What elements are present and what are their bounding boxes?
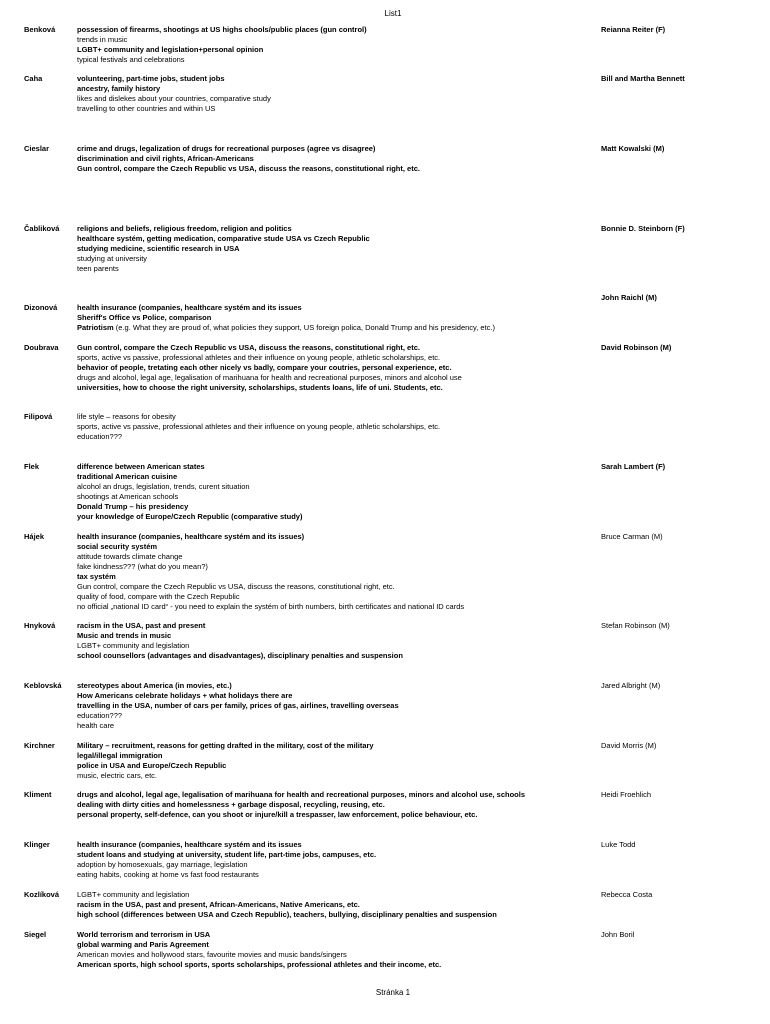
- host-contact: Bruce Carman (M): [601, 532, 663, 541]
- topic-item: travelling in the USA, number of cars per family, prices of gas, airlines, travelling overseas: [77, 701, 399, 710]
- host-contact: Reianna Reiter (F): [601, 25, 666, 34]
- topic-item: How Americans celebrate holidays + what holidays there are: [77, 691, 293, 700]
- topic-item: Sheriff's Office vs Police, comparison: [77, 313, 212, 322]
- host-contact: Rebecca Costa: [601, 890, 653, 899]
- topic-item: education???: [77, 711, 123, 720]
- host-contact: David Robinson (M): [601, 343, 672, 352]
- topic-item: tax systém: [77, 572, 116, 581]
- topic-list: [77, 343, 592, 393]
- topic-item: stereotypes about America (in movies, etc.): [77, 681, 232, 690]
- host-contact: David Morris (M): [601, 741, 657, 750]
- topic-item: religions and beliefs, religious freedom, religion and politics: [77, 224, 292, 233]
- topic-list: [77, 462, 592, 522]
- topic-item: [77, 323, 592, 333]
- topic-list: [77, 741, 592, 781]
- student-name: Caha: [24, 74, 43, 83]
- topic-item: music, electric cars, etc.: [77, 771, 158, 780]
- topic-list: [77, 840, 592, 880]
- student-name: Keblovská: [24, 681, 62, 690]
- host-contact: John Raichl (M): [601, 293, 657, 302]
- topic-lead: Patriotism: [77, 323, 114, 332]
- student-name: Klinger: [24, 840, 50, 849]
- topic-item: sports, active vs passive, professional athletes and their influence on young people, athletic scholarships, etc.: [77, 422, 441, 431]
- topic-list: [77, 681, 592, 731]
- topic-item: legal/illegal immigration: [77, 751, 163, 760]
- topic-item: health insurance (companies, healthcare systém and its issues): [77, 532, 305, 541]
- topic-item: LGBT+ community and legislation+personal opinion: [77, 45, 264, 54]
- topic-item: traditional American cuisine: [77, 472, 178, 481]
- topic-item: American movies and hollywood stars, favourite movies and music bands/singers: [77, 950, 347, 959]
- sheet-title: List1: [384, 9, 402, 18]
- topic-item: racism in the USA, past and present: [77, 621, 206, 630]
- topic-item: volunteering, part-time jobs, student jobs: [77, 74, 225, 83]
- host-contact: Heidi Froehlich: [601, 790, 652, 799]
- student-name: Benková: [24, 25, 56, 34]
- topic-item: discrimination and civil rights, African-Americans: [77, 154, 254, 163]
- topic-item: Military – recruitment, reasons for getting drafted in the military, cost of the military: [77, 741, 374, 750]
- topic-item: dealing with dirty cities and homelessness + garbage disposal, recycling, reusing, etc.: [77, 800, 385, 809]
- topic-list: [77, 532, 592, 612]
- topic-list: [77, 224, 592, 274]
- topic-list: [77, 303, 592, 333]
- student-name: Filipová: [24, 412, 53, 421]
- student-name: Kirchner: [24, 741, 55, 750]
- topic-item: health insurance (companies, healthcare systém and its issues: [77, 840, 302, 849]
- topic-item: travelling to other countries and within US: [77, 104, 216, 113]
- topic-item: police in USA and Europe/Czech Republic: [77, 761, 227, 770]
- topic-list: [77, 412, 592, 442]
- topic-item: LGBT+ community and legislation: [77, 641, 190, 650]
- topic-item: eating habits, cooking at home vs fast food restaurants: [77, 870, 259, 879]
- topic-list: [77, 144, 592, 174]
- student-name: Čabliková: [24, 224, 60, 233]
- topic-list: [77, 621, 592, 661]
- topic-item: shootings at American schools: [77, 492, 179, 501]
- topic-item: Gun control, compare the Czech Republic vs USA, discuss the reasons, constitutional right, etc.: [77, 164, 420, 173]
- topic-list: [77, 74, 592, 114]
- student-name: Doubrava: [24, 343, 59, 352]
- host-contact: John Boril: [601, 930, 635, 939]
- student-name: Flek: [24, 462, 40, 471]
- student-name: Dizonová: [24, 303, 58, 312]
- topic-item: no official „national ID card“ - you need to explain the systém of birth numbers, birth certificates and national ID cards: [77, 602, 465, 611]
- topic-item: likes and dislekes about your countries, comparative study: [77, 94, 271, 103]
- topic-item: teen parents: [77, 264, 119, 273]
- topic-item: studying at university: [77, 254, 148, 263]
- topic-item: behavior of people, tretating each other nicely vs badly, compare your coutries, personal experience, etc.: [77, 363, 452, 372]
- topic-item: studying medicine, scientific research in USA: [77, 244, 240, 253]
- topic-item: healthcare systém, getting medication, comparative stude USA vs Czech Republic: [77, 234, 370, 243]
- topic-item: alcohol an drugs, legislation, trends, curent situation: [77, 482, 250, 491]
- host-contact: Stefan Robinson (M): [601, 621, 670, 630]
- topic-item: American sports, high school sports, sports scholarships, professional athletes and their income, etc.: [77, 960, 442, 969]
- topic-item: Gun control, compare the Czech Republic vs USA, discuss the reasons, constitutional right, etc.: [77, 582, 395, 591]
- topic-item: social security systém: [77, 542, 158, 551]
- topic-item: trends in music: [77, 35, 128, 44]
- topic-item: Music and trends in music: [77, 631, 172, 640]
- student-name: Hnyková: [24, 621, 56, 630]
- topic-item: universities, how to choose the right university, scholarships, students loans, life of uni. Students, etc.: [77, 383, 443, 392]
- topic-item: typical festivals and celebrations: [77, 55, 185, 64]
- topic-item: your knowledge of Europe/Czech Republic (comparative study): [77, 512, 303, 521]
- topic-list: [77, 890, 592, 920]
- topic-item: education???: [77, 432, 123, 441]
- host-contact: Bill and Martha Bennett: [601, 74, 685, 83]
- topic-item: Donald Trump – his presidency: [77, 502, 189, 511]
- host-contact: Sarah Lambert (F): [601, 462, 666, 471]
- host-contact: Bonnie D. Steinborn (F): [601, 224, 685, 233]
- topic-item: drugs and alcohol, legal age, legalisation of marihuana for health and recreational purposes, minors and alcohol use, schools: [77, 790, 526, 799]
- topic-item: health insurance (companies, healthcare systém and its issues: [77, 303, 302, 312]
- host-contact: Luke Todd: [601, 840, 636, 849]
- student-name: Kliment: [24, 790, 52, 799]
- page-footer: Stránka 1: [375, 988, 411, 997]
- topic-list: [77, 790, 592, 820]
- topic-item: quality of food, compare with the Czech Republic: [77, 592, 240, 601]
- topic-item: fake kindness??? (what do you mean?): [77, 562, 208, 571]
- topic-item: drugs and alcohol, legal age, legalisation of marihuana for health and recreational purposes, minors and alcohol use: [77, 373, 462, 382]
- topic-item: health care: [77, 721, 115, 730]
- topic-item: adoption by homosexuals, gay marriage, legislation: [77, 860, 248, 869]
- topic-item: LGBT+ community and legislation: [77, 890, 190, 899]
- topic-item: school counsellors (advantages and disadvantages), disciplinary penalties and suspension: [77, 651, 403, 660]
- topic-item: global warming and Paris Agreement: [77, 940, 209, 949]
- topic-text: (e.g. What they are proud of, what policies they support, US foreign polica, Donald Trump and his presidency, etc.): [113, 323, 495, 332]
- topic-item: crime and drugs, legalization of drugs for recreational purposes (agree vs disagree): [77, 144, 376, 153]
- topic-list: [77, 25, 592, 65]
- student-name: Cieslar: [24, 144, 50, 153]
- host-contact: Matt Kowalski (M): [601, 144, 665, 153]
- topic-item: attitude towards climate change: [77, 552, 183, 561]
- topic-list: [77, 930, 592, 970]
- topic-item: life style – reasons for obesity: [77, 412, 176, 421]
- topic-item: racism in the USA, past and present, African-Americans, Native Americans, etc.: [77, 900, 360, 909]
- topic-item: possession of firearms, shootings at US highs chools/public places (gun control): [77, 25, 367, 34]
- topic-item: World terrorism and terrorism in USA: [77, 930, 211, 939]
- student-name: Kozlíková: [24, 890, 60, 899]
- student-name: Hájek: [24, 532, 45, 541]
- topic-item: personal property, self-defence, can you shoot or injure/kill a trespasser, law enforcement, police behaviour, etc.: [77, 810, 478, 819]
- topic-item: ancestry, family history: [77, 84, 161, 93]
- host-contact: Jared Albright (M): [601, 681, 661, 690]
- topic-item: student loans and studying at university, student life, part-time jobs, campuses, etc.: [77, 850, 377, 859]
- topic-item: high school (differences between USA and Czech Republic), teachers, bullying, disciplinary penalties and suspension: [77, 910, 497, 919]
- topic-item: sports, active vs passive, professional athletes and their influence on young people, athletic scholarships, etc.: [77, 353, 441, 362]
- student-name: Siegel: [24, 930, 47, 939]
- topic-item: Gun control, compare the Czech Republic vs USA, discuss the reasons, constitutional right, etc.: [77, 343, 420, 352]
- topic-item: difference between American states: [77, 462, 205, 471]
